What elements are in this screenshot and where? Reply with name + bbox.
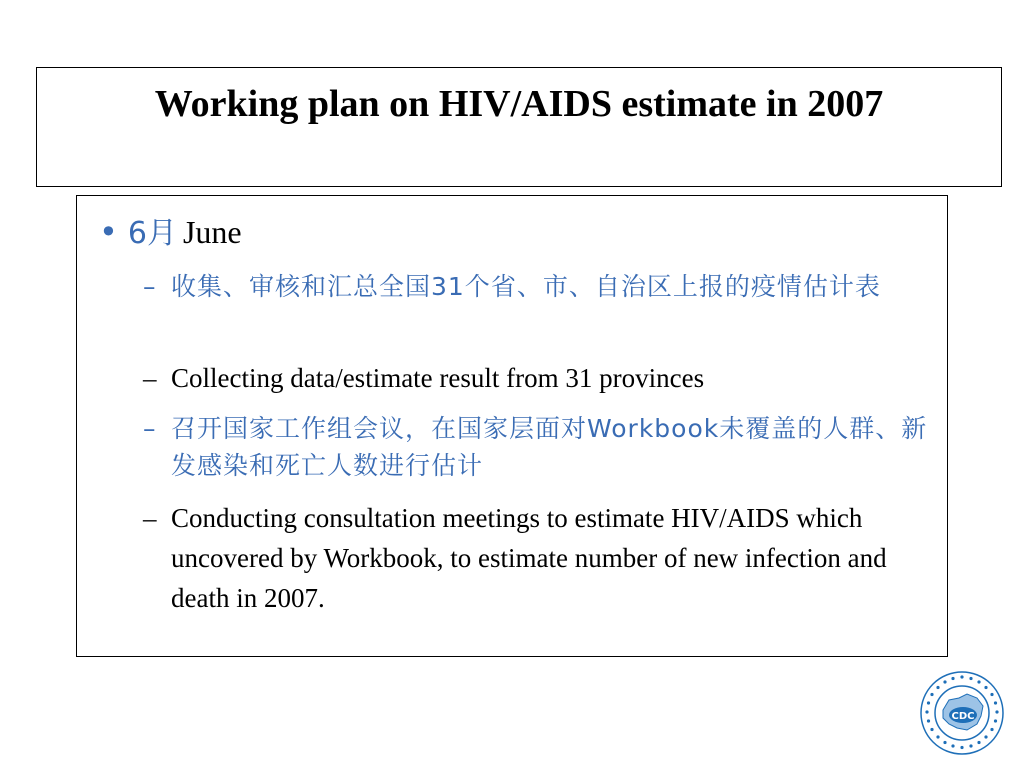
sub-item-text: 收集、审核和汇总全国31个省、市、自治区上报的疫情估计表 [171,272,881,301]
sub-item-text: Conducting consultation meetings to estimate HIV/AIDS which uncovered by Workbook, to estimate number of new infection and death in 2007. [171,503,887,613]
sub-item-text: Collecting data/estimate result from 31 provinces [171,363,705,393]
sub-item-collect-cn [143,268,933,305]
bullet-june [99,210,242,256]
title-box [36,67,1002,187]
sub-item-collect-en [143,358,933,398]
dash-marker: – [143,363,157,393]
content-box [76,195,948,657]
bullet-marker: • [99,213,118,251]
logo-graphic [919,670,1005,756]
bullet-label-en: June [182,214,242,250]
china-cdc-logo-icon [919,670,1005,756]
dash-marker: – [143,414,157,443]
sub-item-text: 召开国家工作组会议，在国家层面对Workbook未覆盖的人群、新发感染和死亡人数进行估计 [171,414,928,480]
dash-marker: – [143,272,157,301]
slide-title: Working plan on HIV/AIDS estimate in 2007 [154,83,884,125]
logo-text: CDC [951,711,975,722]
dash-marker: – [143,503,157,533]
bullet-label-cn: 6月 [127,216,177,251]
sub-item-meeting-cn [143,410,933,484]
sub-item-meeting-en [143,498,933,618]
